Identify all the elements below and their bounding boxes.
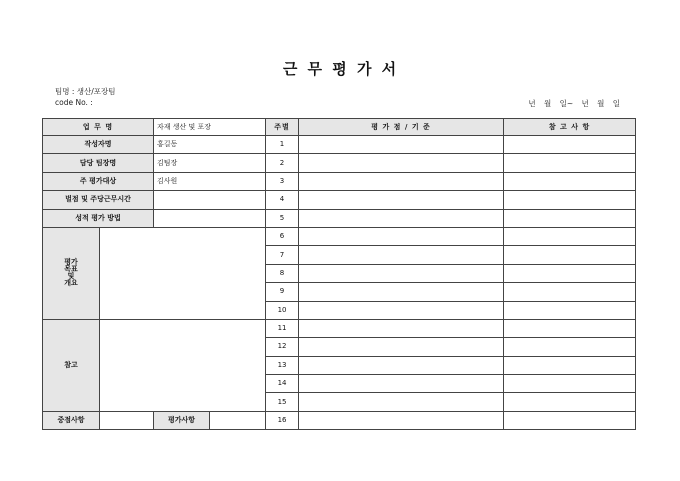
focus-value[interactable] [100,411,154,429]
criteria-cell[interactable] [299,246,504,264]
criteria-cell[interactable] [299,154,504,172]
header-row [43,119,636,136]
notes-cell[interactable] [504,411,636,429]
work-label: 업 무 명 [43,119,154,136]
notes-cell[interactable] [504,246,636,264]
notes-cell[interactable] [504,375,636,393]
document-title: 근 무 평 가 서 [282,60,398,78]
table-row [43,172,636,190]
week-number: 10 [266,301,299,319]
notes-cell[interactable] [504,393,636,411]
goal-label-text: 평가 목표 및 개요 [64,258,78,288]
week-number: 16 [266,411,299,429]
team-name: 팀명 : 생산/포장팀 [55,87,116,96]
week-number: 5 [266,209,299,227]
evaluation-table [42,118,636,430]
criteria-cell[interactable] [299,136,504,154]
criteria-cell[interactable] [299,319,504,337]
criteria-cell[interactable] [299,172,504,190]
week-number: 2 [266,154,299,172]
penalty-hours-value[interactable] [154,191,266,209]
table-row [43,154,636,172]
work-value[interactable]: 자재 생산 및 포장 [154,119,266,136]
week-number: 8 [266,264,299,282]
notes-header: 참 고 사 항 [504,119,636,136]
criteria-cell[interactable] [299,393,504,411]
week-number: 7 [266,246,299,264]
method-label: 성적 평가 방법 [43,209,154,227]
evaluation-label: 평가사항 [154,411,210,429]
notes-cell[interactable] [504,338,636,356]
criteria-cell[interactable] [299,209,504,227]
notes-cell[interactable] [504,356,636,374]
method-value[interactable] [154,209,266,227]
code-number: code No. : [55,98,93,107]
criteria-cell[interactable] [299,227,504,245]
notes-cell[interactable] [504,136,636,154]
notes-cell[interactable] [504,319,636,337]
week-number: 12 [266,338,299,356]
table-row [43,209,636,227]
notes-cell[interactable] [504,154,636,172]
week-number: 6 [266,227,299,245]
criteria-cell[interactable] [299,375,504,393]
evaluation-period: 년 월 일~ 년 월 일 [528,99,620,108]
notes-cell[interactable] [504,301,636,319]
criteria-cell[interactable] [299,191,504,209]
goal-label [43,227,100,319]
criteria-cell[interactable] [299,411,504,429]
week-number: 15 [266,393,299,411]
table-row [43,319,636,337]
focus-label: 중점사항 [43,411,100,429]
criteria-cell[interactable] [299,338,504,356]
criteria-cell[interactable] [299,301,504,319]
remark-content[interactable] [100,319,266,411]
week-number: 3 [266,172,299,190]
manager-value[interactable]: 김팀장 [154,154,266,172]
author-label: 작성자명 [43,136,154,154]
notes-cell[interactable] [504,191,636,209]
criteria-cell[interactable] [299,283,504,301]
target-label: 주 평가대상 [43,172,154,190]
notes-cell[interactable] [504,227,636,245]
notes-cell[interactable] [504,209,636,227]
remark-label: 참고 [43,319,100,411]
notes-cell[interactable] [504,172,636,190]
evaluation-value[interactable] [210,411,266,429]
week-header: 주별 [266,119,299,136]
week-number: 14 [266,375,299,393]
author-value[interactable]: 홍길동 [154,136,266,154]
manager-label: 담당 팀장명 [43,154,154,172]
notes-cell[interactable] [504,264,636,282]
penalty-hours-label: 벌점 및 주당근무시간 [43,191,154,209]
week-number: 13 [266,356,299,374]
criteria-cell[interactable] [299,264,504,282]
target-value[interactable]: 김사원 [154,172,266,190]
table-row [43,227,636,245]
notes-cell[interactable] [504,283,636,301]
goal-content[interactable] [100,227,266,319]
week-number: 11 [266,319,299,337]
week-number: 9 [266,283,299,301]
table-row [43,191,636,209]
criteria-header: 평 가 점 / 기 준 [299,119,504,136]
week-number: 4 [266,191,299,209]
table-row [43,136,636,154]
week-number: 1 [266,136,299,154]
criteria-cell[interactable] [299,356,504,374]
footer-row [43,411,636,429]
